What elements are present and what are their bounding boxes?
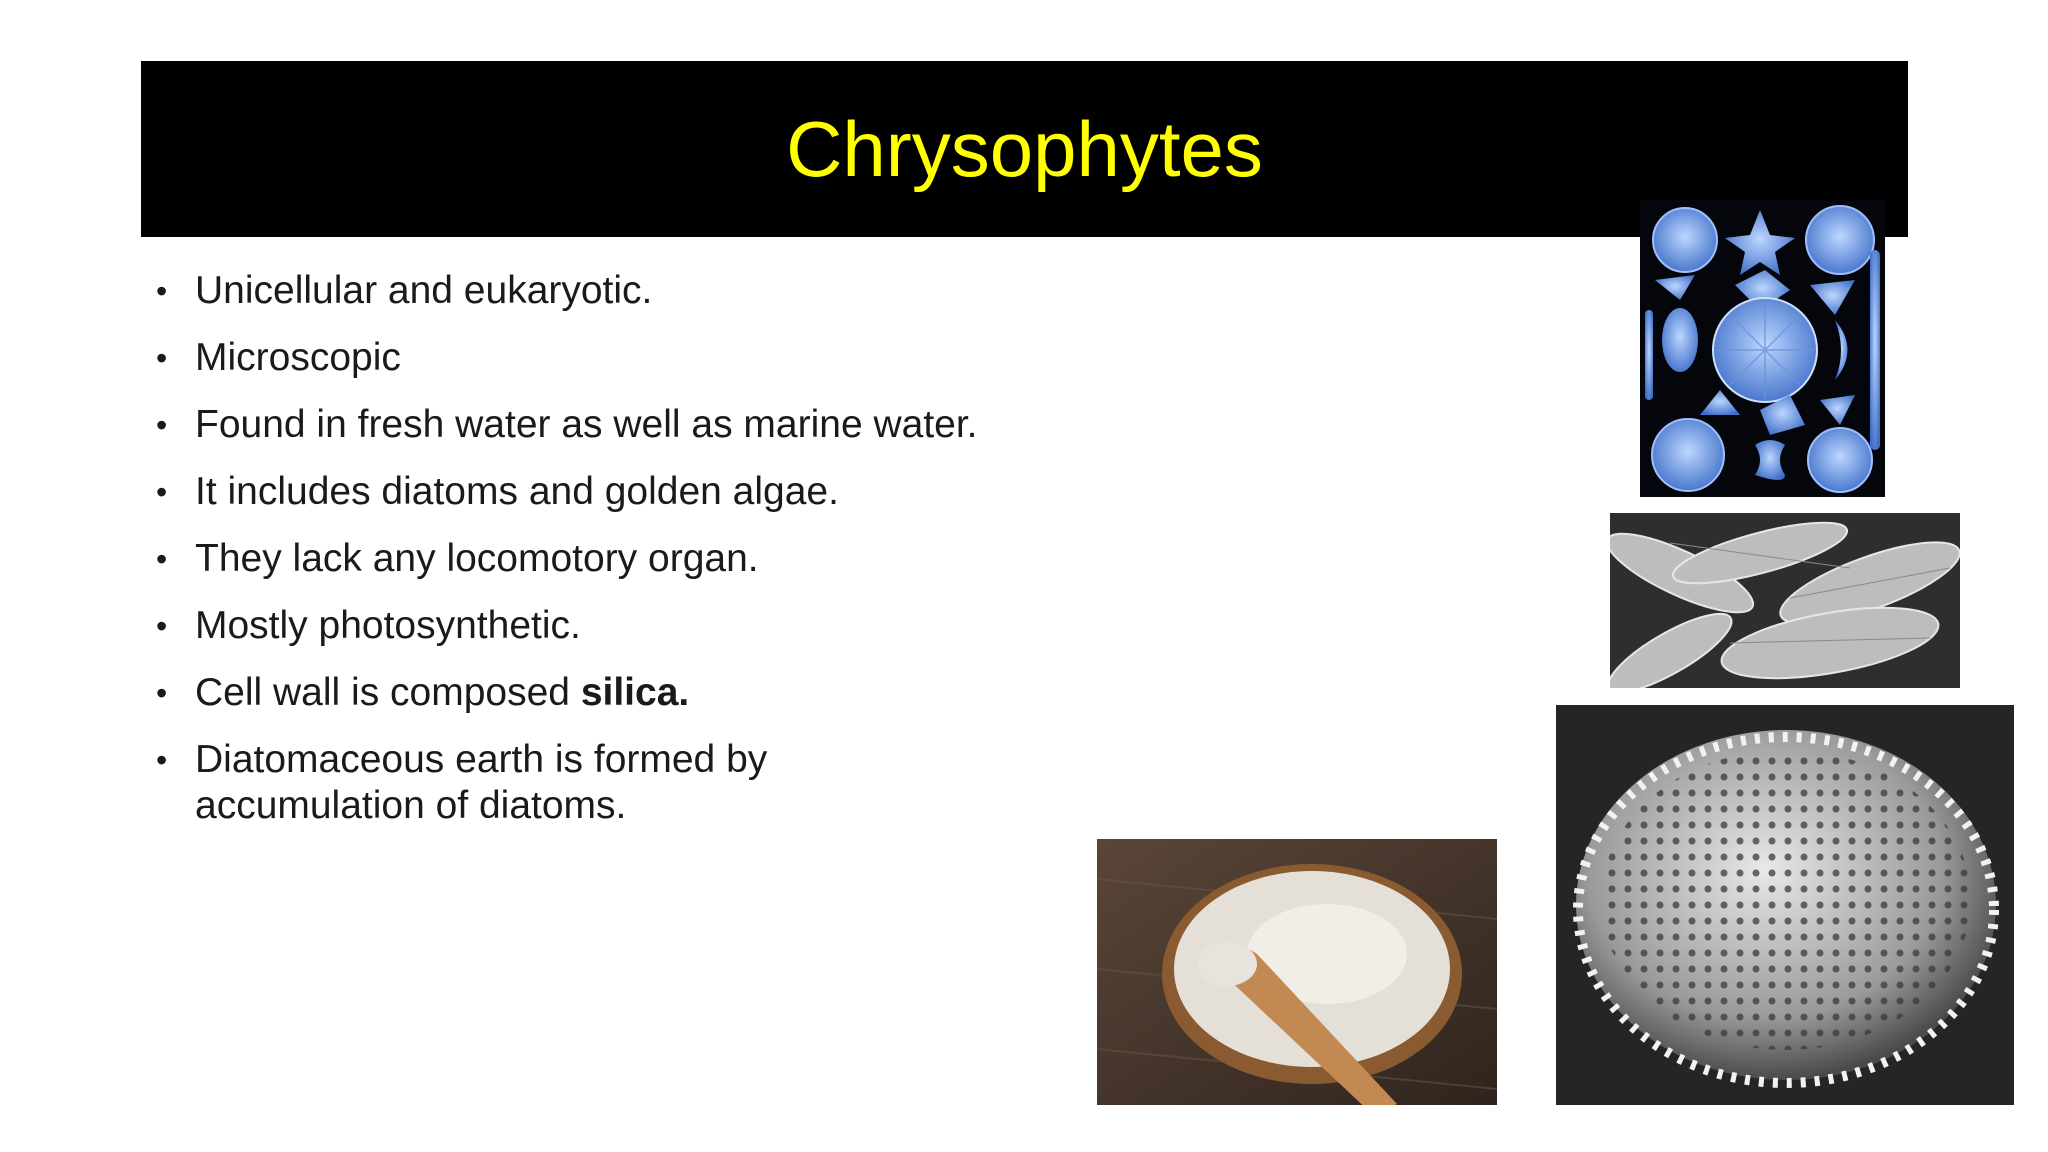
bullet-bold-text: silica. [580, 671, 690, 714]
bullet-text: Found in fresh water as well as marine water. [195, 403, 978, 446]
bullet-item [150, 402, 1050, 448]
bullet-list [150, 268, 1050, 850]
pennate-diatoms-sem-image [1610, 513, 1960, 688]
bullet-item [150, 469, 1050, 515]
bullet-item [150, 536, 1050, 582]
bullet-item [150, 670, 1050, 716]
bullet-marker: • [156, 340, 168, 376]
centric-diatom-sem-image [1556, 705, 2014, 1105]
bullet-text: Microscopic [195, 336, 401, 379]
bullet-text: It includes diatoms and golden algae. [195, 470, 839, 513]
bullet-marker: • [156, 407, 168, 443]
bullet-item [150, 737, 815, 829]
bullet-text: Cell wall is composed [195, 671, 581, 714]
bullet-marker: • [156, 541, 168, 577]
bullet-item [150, 335, 1050, 381]
bullet-marker: • [156, 608, 168, 644]
bullet-text: They lack any locomotory organ. [195, 537, 759, 580]
diatomaceous-earth-bowl-image [1097, 839, 1497, 1105]
bullet-marker: • [156, 273, 168, 309]
slide-title: Chrysophytes [786, 105, 1263, 193]
centric-diatom-graphic [1556, 705, 2014, 1105]
diatom-collection-graphic [1640, 200, 1885, 497]
bullet-item [150, 268, 1050, 314]
bullet-text: Diatomaceous earth is formed by accumulation of diatoms. [195, 738, 768, 827]
bullet-marker: • [156, 742, 168, 778]
bullet-item [150, 603, 1050, 649]
bullet-text: Mostly photosynthetic. [195, 604, 581, 647]
diatomaceous-earth-graphic [1097, 839, 1497, 1105]
pennate-diatoms-graphic [1610, 513, 1960, 688]
bullet-text: Unicellular and eukaryotic. [195, 269, 653, 312]
bullet-marker: • [156, 474, 168, 510]
bullet-marker: • [156, 675, 168, 711]
diatom-collection-image [1640, 200, 1885, 497]
